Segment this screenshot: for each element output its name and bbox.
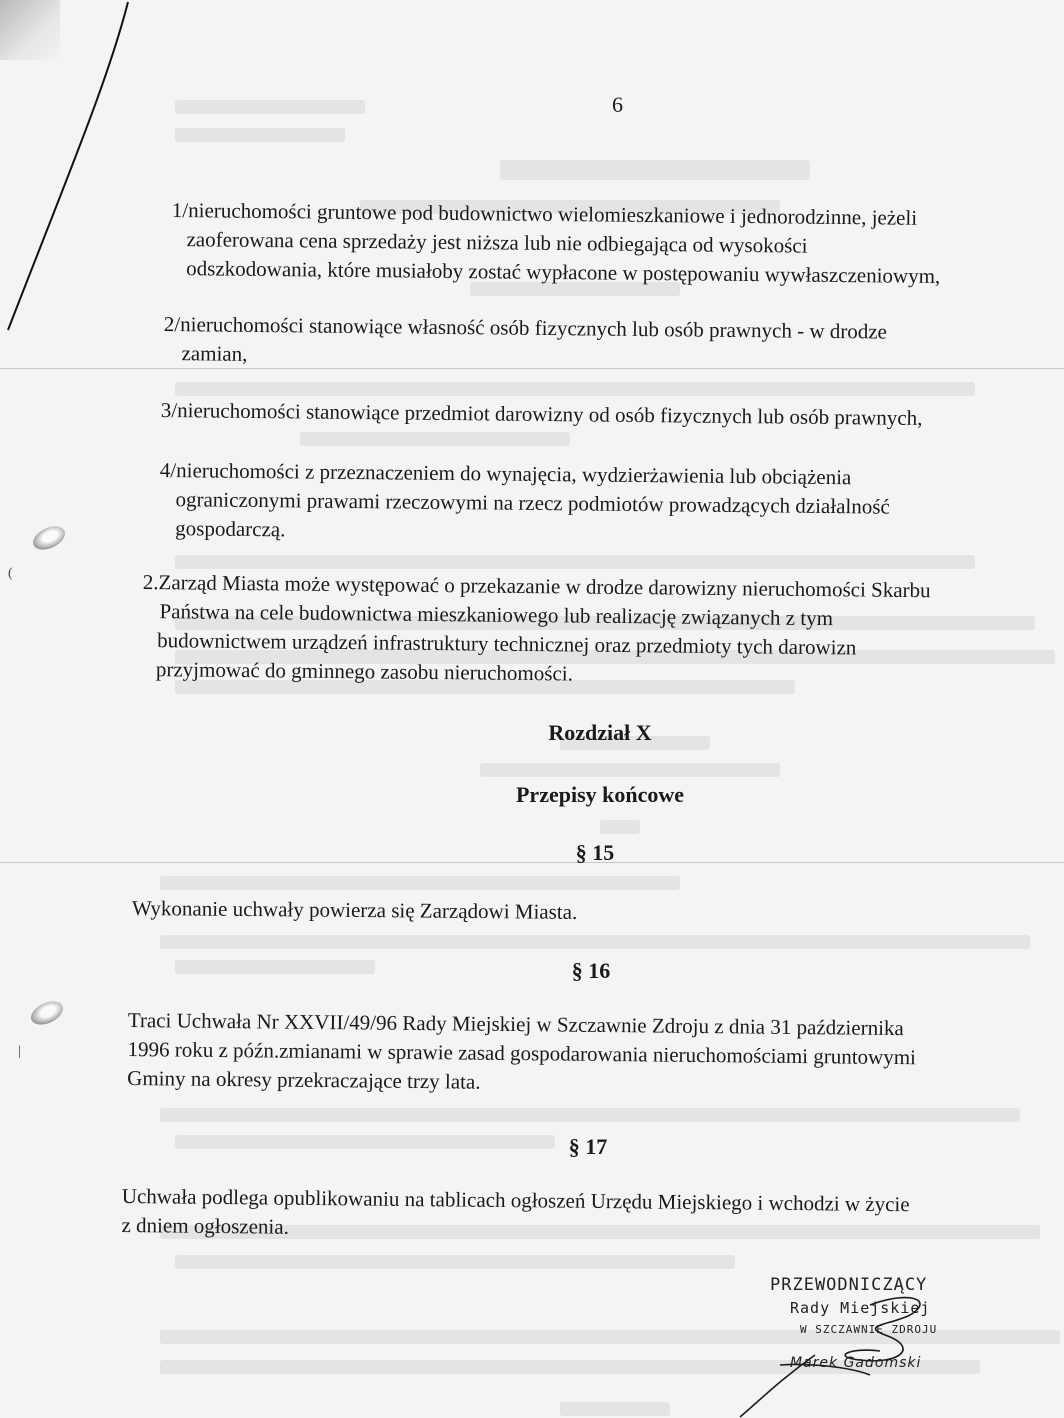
scan-mark: |	[18, 1044, 21, 1059]
list-item-4	[159, 456, 890, 551]
text-line: Gminy na okresy przekraczające trzy lata.	[127, 1065, 481, 1094]
text-line: Traci Uchwała Nr XXVII/49/96 Rady Miejskiej w Szczawnie Zdroju z dnia 31 października	[127, 1007, 904, 1041]
text-line: 1996 roku z późn.zmianami w sprawie zasad gospodarowania nieruchomościami gruntowymi	[127, 1036, 917, 1070]
section-16-text	[127, 1006, 916, 1101]
text-line: z dniem ogłoszenia.	[121, 1212, 290, 1239]
text-line: ograniczonymi prawami rzeczowymi na rzecz podmiotów prowadzących działalność	[175, 487, 890, 519]
text-line: 2.Zarząd Miasta może występować o przekazanie w drodze darowizny nieruchomości Skarbu	[142, 569, 931, 603]
section-17-text	[121, 1182, 909, 1248]
text-line: budownictwem urządzeń infrastruktury technicznej oraz przedmioty tych darowizn	[157, 628, 857, 660]
text-line: Wykonanie uchwały powierza się Zarządowi Miasta.	[131, 895, 578, 924]
text-line: gospodarczą.	[175, 516, 286, 542]
text-line: przyjmować do gminnego zasobu nieruchomości.	[155, 657, 574, 686]
text-line: 3/nieruchomości stanowiące przedmiot darowizny od osób fizycznych lub osób prawnych,	[160, 397, 923, 430]
chapter-title: Rozdział X	[548, 720, 652, 745]
text-line: 2/nieruchomości stanowiące własność osób fizycznych lub osób prawnych - w drodze	[163, 311, 888, 344]
page-number: 6	[612, 92, 623, 117]
scan-mark: (	[8, 566, 13, 581]
paragraph-2	[142, 568, 931, 692]
text-line: Państwa na cele budownictwa mieszkaniowego lub realizację związanych z tym	[159, 599, 834, 631]
text-line: 1/nieruchomości gruntowe pod budownictwo wielomieszkaniowe i jednorodzinne, jeżeli	[171, 197, 918, 230]
text-line: zamian,	[181, 341, 248, 366]
list-item-1	[171, 196, 941, 291]
stamp-title: PRZEWODNICZĄCY	[770, 1275, 928, 1295]
text-line: 4/nieruchomości z przeznaczeniem do wynajęcia, wydzierżawienia lub obciążenia	[159, 457, 852, 490]
margin-pen-stroke	[0, 0, 140, 340]
stamp-town: W SZCZAWNIE ZDROJU	[800, 1323, 938, 1336]
section-heading-17: § 17	[568, 1134, 608, 1159]
list-item-2	[163, 310, 887, 376]
text-line: zaoferowana cena sprzedaży jest niższa lub nie odbiegająca od wysokości	[186, 227, 808, 258]
section-15-text	[132, 894, 578, 927]
fold-line	[0, 862, 1064, 863]
text-line: Uchwała podlega opublikowaniu na tablicach ogłoszeń Urzędu Miejskiego i wchodzi w życie	[121, 1183, 910, 1217]
stamp-council: Rady Miejskiej	[790, 1299, 931, 1317]
handwritten-signature	[720, 1285, 980, 1418]
text-line: odszkodowania, które musiałoby zostać wypłacone w postępowaniu wywłaszczeniowym,	[186, 256, 941, 289]
section-heading-16: § 16	[571, 958, 611, 983]
stamp-name: Marek Gadomski	[790, 1355, 922, 1371]
chapter-subtitle: Przepisy końcowe	[515, 782, 685, 807]
section-heading-15: § 15	[575, 840, 615, 865]
